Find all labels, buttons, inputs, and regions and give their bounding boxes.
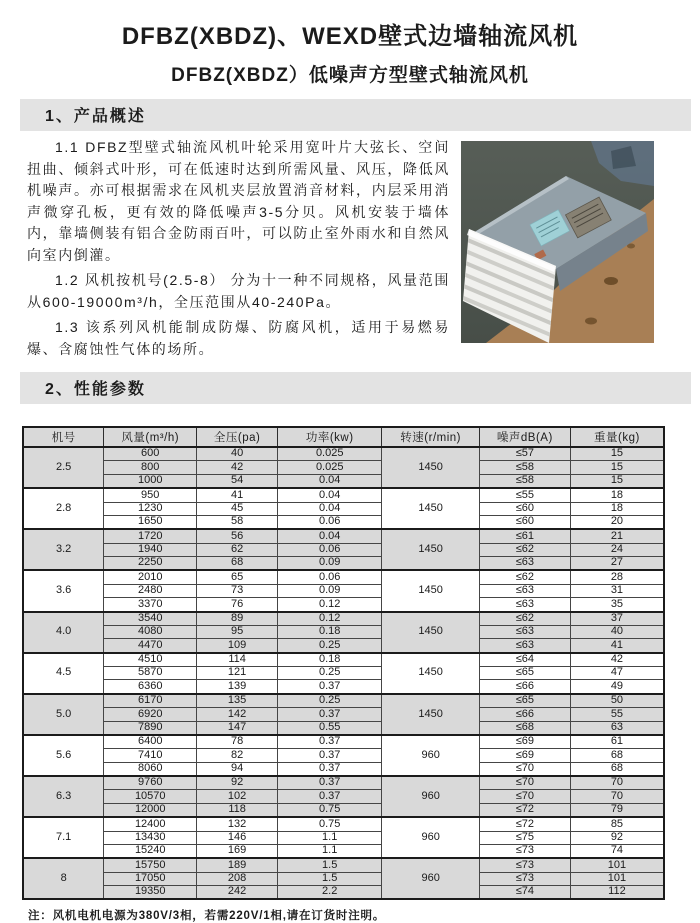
power-cell: 0.18: [277, 625, 381, 638]
pressure-cell: 65: [197, 570, 278, 584]
page-title: DFBZ(XBDZ)、WEXD壁式边墙轴流风机: [121, 23, 579, 50]
noise-cell: ≤63: [479, 557, 570, 571]
weight-cell: 47: [570, 667, 664, 680]
performance-section: [0, 372, 700, 923]
table-row: [23, 543, 664, 556]
pressure-cell: 68: [197, 557, 278, 571]
pressure-cell: 147: [197, 721, 278, 735]
power-cell: 0.12: [277, 612, 381, 626]
table-row: [23, 488, 664, 502]
power-cell: 0.09: [277, 557, 381, 571]
pressure-cell: 92: [197, 776, 278, 790]
pressure-cell: 109: [197, 639, 278, 653]
table-row: [23, 557, 664, 571]
flow-cell: 3370: [104, 598, 197, 612]
noise-cell: ≤62: [479, 570, 570, 584]
weight-cell: 42: [570, 653, 664, 667]
weight-cell: 41: [570, 639, 664, 653]
flow-cell: 3540: [104, 612, 197, 626]
power-cell: 0.37: [277, 762, 381, 776]
table-row: [23, 790, 664, 803]
noise-cell: ≤63: [479, 598, 570, 612]
weight-cell: 31: [570, 584, 664, 597]
flow-cell: 1720: [104, 529, 197, 543]
noise-cell: ≤63: [479, 625, 570, 638]
power-cell: 0.25: [277, 694, 381, 708]
overview-paragraph-3: 1.3 该系列风机能制成防爆、防腐风机，适用于易燃易爆、含腐蚀性气体的场所。: [27, 319, 450, 357]
power-cell: 0.25: [277, 639, 381, 653]
speed-cell: 960: [382, 858, 479, 899]
pressure-cell: 146: [197, 831, 278, 844]
table-row: [23, 749, 664, 762]
flow-cell: 15750: [104, 858, 197, 872]
column-header-2: 全压(pa): [197, 427, 278, 447]
power-cell: 0.06: [277, 515, 381, 529]
model-cell: 4.5: [23, 653, 104, 694]
flow-cell: 13430: [104, 831, 197, 844]
table-row: [23, 721, 664, 735]
section-heading-overview: 1、产品概述: [20, 99, 691, 131]
noise-cell: ≤73: [479, 872, 570, 885]
product-photo: [460, 141, 655, 343]
power-cell: 0.37: [277, 790, 381, 803]
table-row: [23, 844, 664, 858]
pressure-cell: 142: [197, 708, 278, 721]
power-cell: 0.37: [277, 735, 381, 749]
power-cell: 0.75: [277, 817, 381, 831]
noise-cell: ≤62: [479, 612, 570, 626]
flow-cell: 7410: [104, 749, 197, 762]
speed-cell: 1450: [382, 694, 479, 735]
pressure-cell: 169: [197, 844, 278, 858]
flow-cell: 1000: [104, 474, 197, 488]
weight-cell: 15: [570, 474, 664, 488]
pressure-cell: 135: [197, 694, 278, 708]
pressure-cell: 189: [197, 858, 278, 872]
noise-cell: ≤73: [479, 858, 570, 872]
weight-cell: 21: [570, 529, 664, 543]
flow-cell: 1940: [104, 543, 197, 556]
table-row: [23, 639, 664, 653]
table-row: [23, 529, 664, 543]
power-cell: 1.1: [277, 831, 381, 844]
table-row: [23, 817, 664, 831]
flow-cell: 800: [104, 461, 197, 474]
power-cell: 0.12: [277, 598, 381, 612]
flow-cell: 950: [104, 488, 197, 502]
pressure-cell: 121: [197, 667, 278, 680]
column-header-6: 重量(kg): [570, 427, 664, 447]
flow-cell: 1650: [104, 515, 197, 529]
speed-cell: 1450: [382, 612, 479, 653]
column-header-4: 转速(r/min): [382, 427, 479, 447]
weight-cell: 27: [570, 557, 664, 571]
weight-cell: 70: [570, 776, 664, 790]
table-row: [23, 708, 664, 721]
pressure-cell: 56: [197, 529, 278, 543]
power-cell: 0.04: [277, 474, 381, 488]
noise-cell: ≤70: [479, 790, 570, 803]
speed-cell: 960: [382, 817, 479, 858]
pressure-cell: 139: [197, 680, 278, 694]
power-cell: 0.06: [277, 570, 381, 584]
power-cell: 1.1: [277, 844, 381, 858]
section-heading-performance: 2、性能参数: [20, 372, 691, 404]
weight-cell: 28: [570, 570, 664, 584]
flow-cell: 15240: [104, 844, 197, 858]
model-cell: 5.0: [23, 694, 104, 735]
power-cell: 0.37: [277, 680, 381, 694]
flow-cell: 9760: [104, 776, 197, 790]
table-row: [23, 584, 664, 597]
weight-cell: 63: [570, 721, 664, 735]
flow-cell: 17050: [104, 872, 197, 885]
table-row: [23, 886, 664, 900]
column-header-1: 风量(m³/h): [104, 427, 197, 447]
table-row: [23, 653, 664, 667]
weight-cell: 49: [570, 680, 664, 694]
table-row: [23, 474, 664, 488]
pressure-cell: 54: [197, 474, 278, 488]
weight-cell: 68: [570, 762, 664, 776]
pressure-cell: 62: [197, 543, 278, 556]
table-row: [23, 502, 664, 515]
speed-cell: 1450: [382, 529, 479, 570]
noise-cell: ≤72: [479, 803, 570, 817]
noise-cell: ≤70: [479, 762, 570, 776]
flow-cell: 4080: [104, 625, 197, 638]
noise-cell: ≤66: [479, 708, 570, 721]
weight-cell: 50: [570, 694, 664, 708]
flow-cell: 600: [104, 447, 197, 461]
overview-paragraph-1: 1.1 DFBZ型壁式轴流风机叶轮采用宽叶片大弦长、空间扭曲、倾斜式叶形，可在低速时达到所需风量、风压，降低风机噪声。亦可根据需求在风机夹层放置消音材料，内层采用消声微穿孔板，更有效的降低噪声3-5分贝。风机安装于墙体内，靠墙侧装有铝合金防雨百叶，可以防止室外雨水和自然风向室内倒灌。: [27, 139, 450, 263]
power-cell: 0.025: [277, 461, 381, 474]
table-row: [23, 831, 664, 844]
noise-cell: ≤60: [479, 515, 570, 529]
pressure-cell: 58: [197, 515, 278, 529]
column-header-5: 噪声dB(A): [479, 427, 570, 447]
pressure-cell: 118: [197, 803, 278, 817]
pressure-cell: 208: [197, 872, 278, 885]
speed-cell: 1450: [382, 653, 479, 694]
table-row: [23, 625, 664, 638]
noise-cell: ≤66: [479, 680, 570, 694]
noise-cell: ≤61: [479, 529, 570, 543]
power-cell: 0.04: [277, 529, 381, 543]
table-row: [23, 447, 664, 461]
flow-cell: 5870: [104, 667, 197, 680]
performance-table: [22, 426, 665, 900]
speed-cell: 1450: [382, 488, 479, 529]
model-cell: 6.3: [23, 776, 104, 817]
weight-cell: 61: [570, 735, 664, 749]
pressure-cell: 42: [197, 461, 278, 474]
power-cell: 0.09: [277, 584, 381, 597]
noise-cell: ≤63: [479, 639, 570, 653]
model-cell: 3.6: [23, 570, 104, 611]
flow-cell: 12000: [104, 803, 197, 817]
pressure-cell: 73: [197, 584, 278, 597]
weight-cell: 74: [570, 844, 664, 858]
pressure-cell: 242: [197, 886, 278, 900]
noise-cell: ≤75: [479, 831, 570, 844]
power-cell: 0.04: [277, 488, 381, 502]
flow-cell: 2250: [104, 557, 197, 571]
power-cell: 0.55: [277, 721, 381, 735]
noise-cell: ≤65: [479, 694, 570, 708]
pressure-cell: 114: [197, 653, 278, 667]
table-row: [23, 612, 664, 626]
flow-cell: 2480: [104, 584, 197, 597]
flow-cell: 4470: [104, 639, 197, 653]
pressure-cell: 45: [197, 502, 278, 515]
noise-cell: ≤74: [479, 886, 570, 900]
power-cell: 0.18: [277, 653, 381, 667]
weight-cell: 101: [570, 858, 664, 872]
pressure-cell: 95: [197, 625, 278, 638]
weight-cell: 15: [570, 447, 664, 461]
table-footnote: 注：风机电机电源为380V/3相，若需220V/1相,请在订货时注明。: [28, 910, 386, 923]
table-row: [23, 667, 664, 680]
overview-section: [0, 137, 700, 360]
model-cell: 8: [23, 858, 104, 899]
flow-cell: 4510: [104, 653, 197, 667]
model-cell: 5.6: [23, 735, 104, 776]
table-header-row: [23, 427, 664, 447]
flow-cell: 6170: [104, 694, 197, 708]
column-header-3: 功率(kw): [277, 427, 381, 447]
noise-cell: ≤70: [479, 776, 570, 790]
table-row: [23, 858, 664, 872]
pressure-cell: 102: [197, 790, 278, 803]
table-row: [23, 515, 664, 529]
weight-cell: 92: [570, 831, 664, 844]
power-cell: 1.5: [277, 872, 381, 885]
power-cell: 0.37: [277, 749, 381, 762]
speed-cell: 1450: [382, 570, 479, 611]
table-row: [23, 598, 664, 612]
noise-cell: ≤69: [479, 735, 570, 749]
noise-cell: ≤73: [479, 844, 570, 858]
pressure-cell: 132: [197, 817, 278, 831]
noise-cell: ≤69: [479, 749, 570, 762]
column-header-0: 机号: [23, 427, 104, 447]
weight-cell: 18: [570, 502, 664, 515]
weight-cell: 35: [570, 598, 664, 612]
weight-cell: 55: [570, 708, 664, 721]
pressure-cell: 76: [197, 598, 278, 612]
pressure-cell: 78: [197, 735, 278, 749]
pressure-cell: 41: [197, 488, 278, 502]
flow-cell: 1230: [104, 502, 197, 515]
table-row: [23, 680, 664, 694]
power-cell: 0.04: [277, 502, 381, 515]
pressure-cell: 82: [197, 749, 278, 762]
weight-cell: 40: [570, 625, 664, 638]
noise-cell: ≤58: [479, 474, 570, 488]
table-row: [23, 461, 664, 474]
flow-cell: 6360: [104, 680, 197, 694]
table-row: [23, 735, 664, 749]
power-cell: 0.025: [277, 447, 381, 461]
noise-cell: ≤64: [479, 653, 570, 667]
power-cell: 0.75: [277, 803, 381, 817]
weight-cell: 15: [570, 461, 664, 474]
table-row: [23, 570, 664, 584]
table-row: [23, 694, 664, 708]
weight-cell: 37: [570, 612, 664, 626]
weight-cell: 70: [570, 790, 664, 803]
model-cell: 2.5: [23, 447, 104, 488]
weight-cell: 24: [570, 543, 664, 556]
model-cell: 3.2: [23, 529, 104, 570]
pressure-cell: 94: [197, 762, 278, 776]
table-row: [23, 872, 664, 885]
flow-cell: 19350: [104, 886, 197, 900]
power-cell: 2.2: [277, 886, 381, 900]
pressure-cell: 89: [197, 612, 278, 626]
power-cell: 1.5: [277, 858, 381, 872]
flow-cell: 2010: [104, 570, 197, 584]
noise-cell: ≤58: [479, 461, 570, 474]
noise-cell: ≤72: [479, 817, 570, 831]
noise-cell: ≤62: [479, 543, 570, 556]
weight-cell: 18: [570, 488, 664, 502]
noise-cell: ≤68: [479, 721, 570, 735]
power-cell: 0.25: [277, 667, 381, 680]
power-cell: 0.37: [277, 776, 381, 790]
speed-cell: 960: [382, 735, 479, 776]
speed-cell: 1450: [382, 447, 479, 488]
flow-cell: 8060: [104, 762, 197, 776]
power-cell: 0.37: [277, 708, 381, 721]
flow-cell: 6400: [104, 735, 197, 749]
pressure-cell: 40: [197, 447, 278, 461]
flow-cell: 6920: [104, 708, 197, 721]
weight-cell: 101: [570, 872, 664, 885]
overview-paragraph-2: 1.2 风机按机号(2.5-8） 分为十一种不同规格，风量范围从600-19000m³/h，全压范围从40-240Pa。: [27, 272, 450, 310]
power-cell: 0.06: [277, 543, 381, 556]
model-cell: 7.1: [23, 817, 104, 858]
noise-cell: ≤60: [479, 502, 570, 515]
flow-cell: 12400: [104, 817, 197, 831]
model-cell: 4.0: [23, 612, 104, 653]
weight-cell: 79: [570, 803, 664, 817]
table-row: [23, 803, 664, 817]
flow-cell: 10570: [104, 790, 197, 803]
flow-cell: 7890: [104, 721, 197, 735]
noise-cell: ≤57: [479, 447, 570, 461]
table-row: [23, 762, 664, 776]
noise-cell: ≤63: [479, 584, 570, 597]
table-row: [23, 776, 664, 790]
noise-cell: ≤55: [479, 488, 570, 502]
weight-cell: 68: [570, 749, 664, 762]
speed-cell: 960: [382, 776, 479, 817]
weight-cell: 20: [570, 515, 664, 529]
model-cell: 2.8: [23, 488, 104, 529]
weight-cell: 112: [570, 886, 664, 900]
page-subtitle: DFBZ(XBDZ）低噪声方型壁式轴流风机: [171, 65, 529, 86]
noise-cell: ≤65: [479, 667, 570, 680]
weight-cell: 85: [570, 817, 664, 831]
